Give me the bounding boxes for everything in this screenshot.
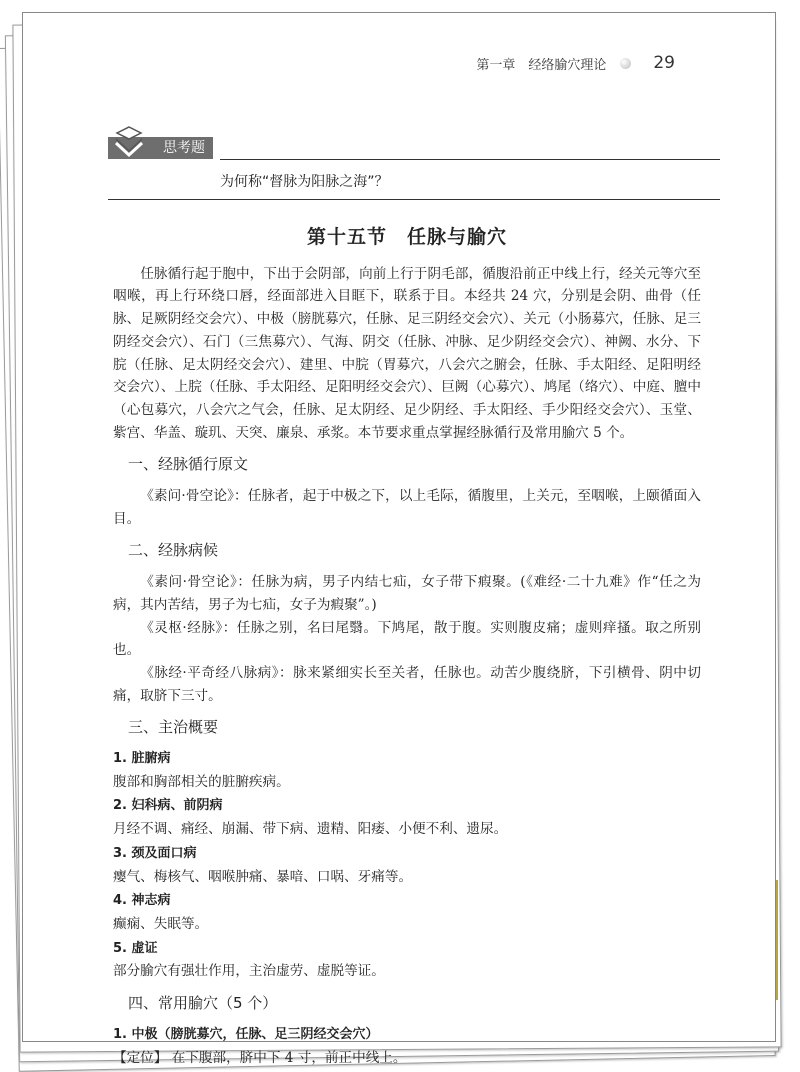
think-question-label: 思考题	[108, 137, 213, 159]
item-title: 4. 神志病	[113, 893, 171, 909]
graduation-cap-icon	[114, 125, 144, 159]
heading-indications: 三、主治概要	[128, 718, 219, 737]
paragraph: 《素问·骨空论》：任脉者，起于中极之下，以上毛际，循腹里，上关元，至咽喉，上颐循面入目。	[113, 488, 701, 527]
paragraph: 《脉经·平奇经八脉病》：脉来紧细实长至关者，任脉也。动苦少腹绕脐，下引横骨、阴中切痛，取脐下三寸。	[113, 664, 701, 704]
question-text: 为何称“督脉为阳脉之海”？	[220, 174, 389, 190]
page-number: 29	[653, 53, 675, 73]
paragraph: 《灵枢·经脉》：任脉之别，名曰尾翳。下鸠尾，散于腹。实则腹皮痛；虚则痒搔。取之所别也。	[113, 619, 701, 659]
item-text: 腹部和胸部相关的脏腑疾病。	[113, 773, 290, 790]
bullet-dot-icon	[620, 58, 631, 69]
item-title: 2. 妇科病、前阴病	[113, 798, 223, 814]
divider	[108, 199, 720, 200]
item-text: 瘿气、梅核气、咽喉肿痛、暴喑、口㖞、牙痛等。	[113, 868, 413, 885]
chapter-title: 第一章 经络腧穴理论	[476, 57, 607, 73]
item-text: 月经不调、痛经、崩漏、带下病、遗精、阳痿、小便不利、遗尿。	[113, 821, 508, 838]
intro-paragraph: 任脉循行起于胞中，下出于会阴部，向前上行于阴毛部，循腹沿前正中线上行，经关元等穴至咽喉，再上行环绕口唇，经面部进入目眶下，联系于目。本经共 24 穴，分别是会阴、曲骨（任脉、足厥阴经交会穴）、中极（膀胱募穴，任脉、足三阴经交会穴）、关元（小肠募穴，任脉、足三阴经交会穴）、石门（三焦募穴）、气海、阴交（任脉、冲脉、足少阴经交会穴）、神阙、水分、下脘（任脉、足太阴经交会穴）、建里、中脘（胃募穴，八会穴之腑会，任脉、手太阳经、足阳明经交会穴）、上脘（任脉、手太阳经、足阳明经交会穴）、巨阙（心募穴）、鸠尾（络穴）、中庭、膻中（心包募穴，八会穴之气会，任脉、足太阴经、足少阴经、手太阳经、手少阳经交会穴）、玉堂、紫宫、华盖、璇玑、天突、廉泉、承浆。本节要求重点掌握经脉循行及常用腧穴 5 个。	[113, 265, 701, 441]
item-title: 5. 虚证	[113, 940, 158, 956]
item-text: 【定位】 在下腹部，脐中下 4 寸，前正中线上。	[113, 1049, 407, 1066]
section-title: 第十五节 任脉与腧穴	[306, 226, 507, 248]
item-title: 3. 颈及面口病	[113, 845, 197, 861]
heading-pathology: 二、经脉病候	[128, 541, 219, 560]
item-text: 癫痫、失眠等。	[113, 915, 209, 932]
item-title: 1. 脏腑病	[113, 751, 171, 767]
paragraph: 《素问·骨空论》：任脉为病，男子内结七疝，女子带下瘕聚。(《难经·二十九难》作“任之为病，其内苦结，男子为七疝，女子为瘕聚”。)	[113, 574, 701, 613]
item-text: 部分腧穴有强壮作用，主治虚劳、虚脱等证。	[113, 963, 385, 980]
running-header	[476, 53, 675, 73]
heading-common-points: 四、常用腧穴（5 个）	[128, 994, 278, 1013]
item-title: 1. 中极（膀胱募穴，任脉、足三阴经交会穴）	[113, 1026, 379, 1042]
heading-meridian-course: 一、经脉循行原文	[128, 455, 249, 474]
divider	[220, 159, 720, 160]
main-content	[113, 226, 701, 1069]
